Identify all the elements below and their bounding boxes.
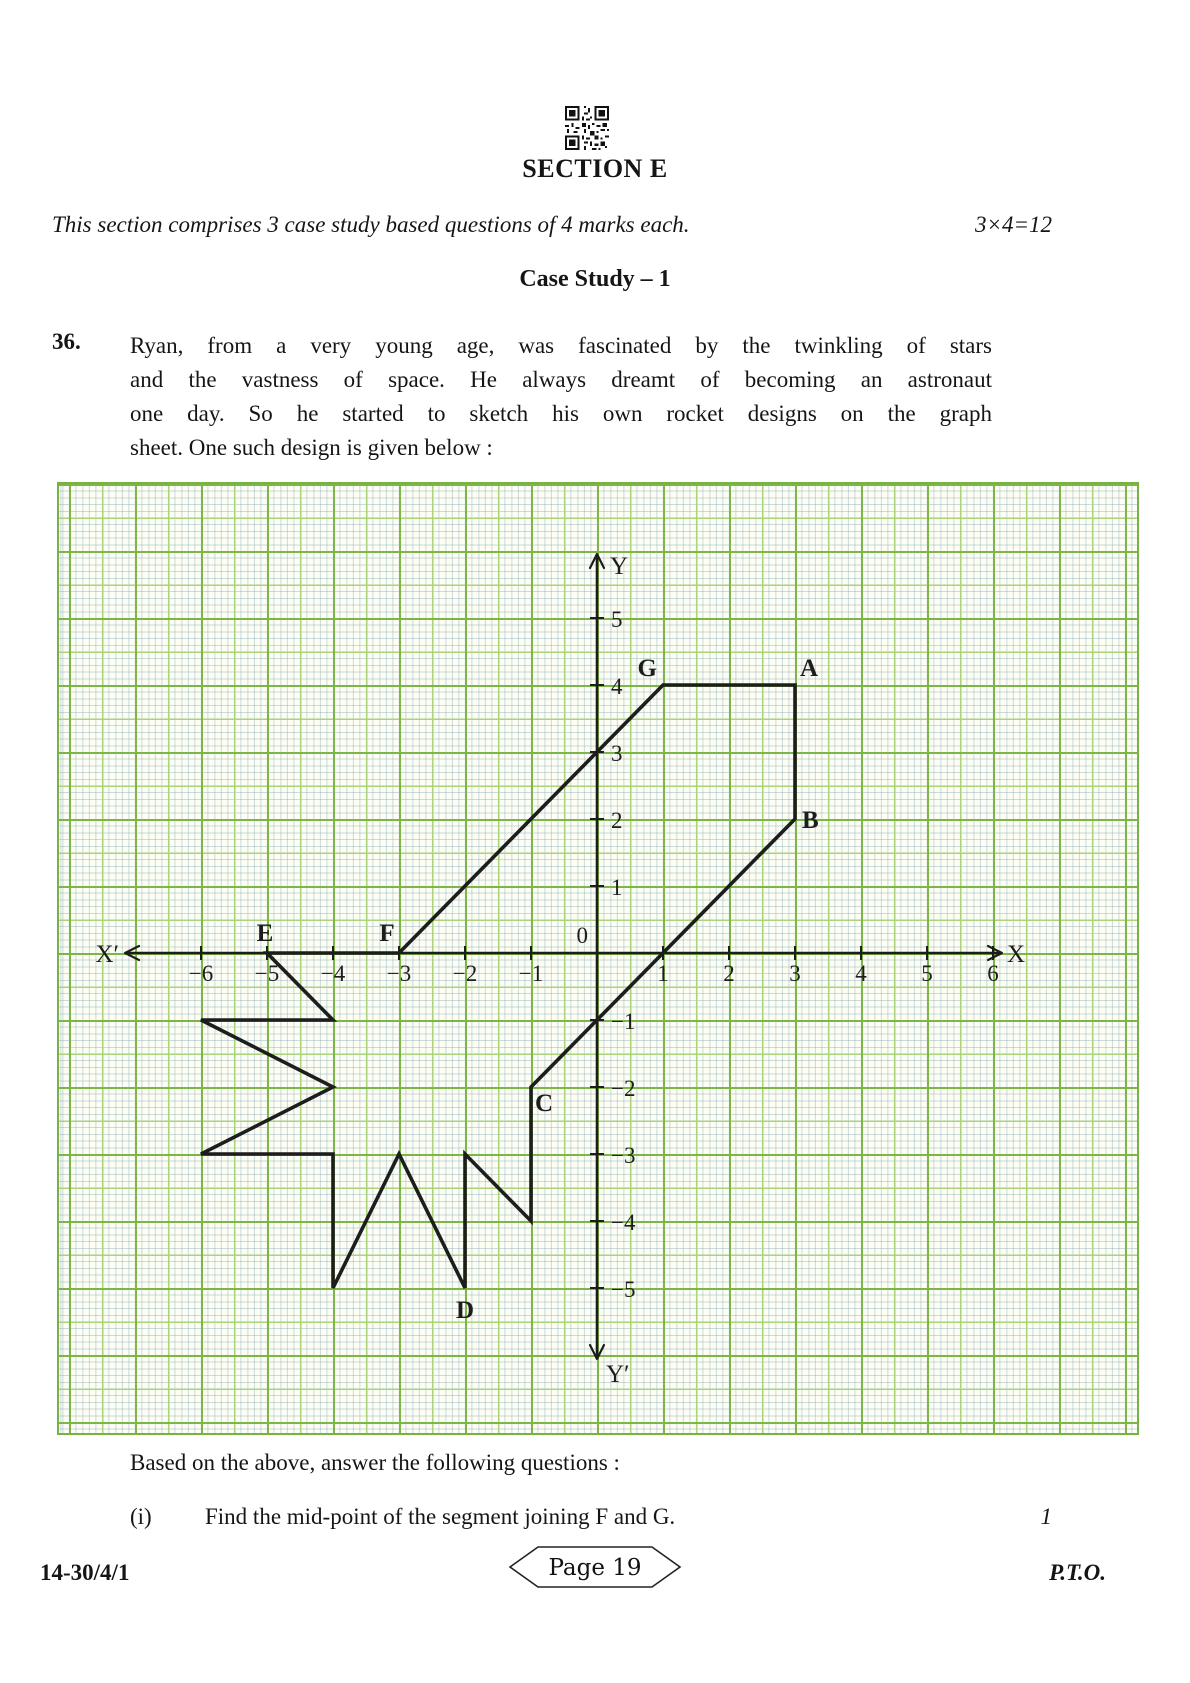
- x-axis-label: X: [1007, 941, 1026, 968]
- point-label-G: G: [637, 655, 657, 682]
- x-tick-label-4: 4: [855, 961, 867, 986]
- graph-sheet: [57, 482, 1139, 1435]
- y-tick-label--1: −1: [611, 1009, 636, 1034]
- question-text-line: Ryan, from a very young age, was fascinated by the twinkling of stars: [130, 333, 992, 358]
- y-tick-label--2: −2: [611, 1076, 636, 1101]
- x-tick-label--4: −4: [320, 961, 346, 986]
- subquestion-marks: 1: [1040, 1504, 1052, 1529]
- point-label-D: D: [455, 1297, 475, 1324]
- y-tick-label--5: −5: [611, 1277, 636, 1302]
- question-text: [130, 329, 992, 465]
- page-number-text: Page 19: [548, 1555, 642, 1581]
- x-tick-label-1: 1: [657, 961, 669, 986]
- y-tick-label--4: −4: [611, 1210, 636, 1235]
- y-tick-label-3: 3: [611, 741, 623, 766]
- y-neg-axis-label: Y′: [606, 1361, 630, 1388]
- question-number: 36.: [52, 329, 81, 354]
- page-number-badge: [507, 1544, 683, 1590]
- y-tick-label-2: 2: [611, 808, 623, 833]
- x-tick-label-5: 5: [921, 961, 933, 986]
- y-tick-label--3: −3: [611, 1143, 636, 1168]
- section-marks: 3×4=12: [974, 212, 1052, 237]
- section-description: This section comprises 3 case study based questions of 4 marks each.: [52, 212, 690, 237]
- point-label-B: B: [802, 807, 819, 834]
- question-text-line: sheet. One such design is given below :: [130, 435, 493, 460]
- x-tick-label--6: −6: [188, 961, 214, 986]
- x-neg-axis-label: X′: [95, 941, 119, 968]
- x-tick-label--1: −1: [518, 961, 544, 986]
- y-axis-label: Y: [610, 553, 629, 580]
- x-tick-label-2: 2: [723, 961, 735, 986]
- qr-code-icon: [565, 106, 609, 150]
- y-tick-label-1: 1: [611, 875, 623, 900]
- section-heading: SECTION E: [522, 154, 668, 183]
- rocket-figure: [59, 484, 1137, 1433]
- point-label-C: C: [535, 1090, 554, 1117]
- x-tick-label--2: −2: [452, 961, 478, 986]
- origin-label: 0: [576, 923, 588, 948]
- x-tick-label-3: 3: [789, 961, 801, 986]
- case-study-heading: Case Study – 1: [519, 266, 671, 292]
- x-tick-label--3: −3: [386, 961, 412, 986]
- rocket-outline: [201, 685, 795, 1288]
- y-tick-label-5: 5: [611, 607, 623, 632]
- paper-code: 14-30/4/1: [40, 1560, 130, 1585]
- subquestion-text: Find the mid-point of the segment joining F and G.: [205, 1504, 676, 1529]
- question-text-line: one day. So he started to sketch his own rocket designs on the graph: [130, 401, 992, 426]
- followup-intro: Based on the above, answer the following questions :: [130, 1450, 620, 1475]
- section-meta-row: [52, 212, 1052, 238]
- point-label-F: F: [379, 920, 395, 947]
- point-label-A: A: [800, 655, 819, 682]
- x-tick-label--5: −5: [254, 961, 280, 986]
- point-label-E: E: [256, 920, 274, 947]
- x-tick-label-6: 6: [987, 961, 999, 986]
- y-tick-label-4: 4: [611, 674, 623, 699]
- pto-label: P.T.O.: [1049, 1560, 1106, 1585]
- subquestion-label: (i): [130, 1504, 152, 1529]
- question-text-line: and the vastness of space. He always dreamt of becoming an astronaut: [130, 367, 992, 392]
